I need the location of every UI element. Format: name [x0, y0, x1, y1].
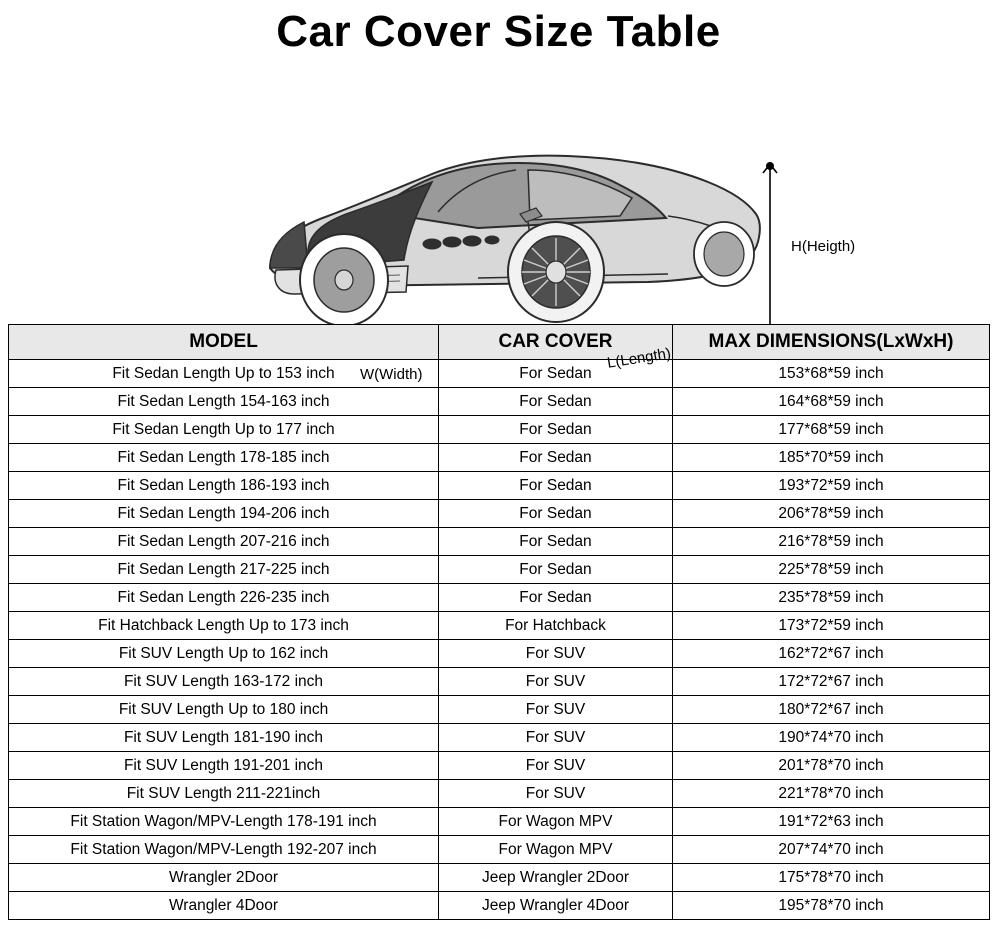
cell-max-dimensions: 193*72*59 inch	[673, 472, 990, 500]
cell-max-dimensions: 191*72*63 inch	[673, 808, 990, 836]
cell-model: Fit SUV Length Up to 162 inch	[9, 640, 439, 668]
cell-model: Fit Sedan Length 217-225 inch	[9, 556, 439, 584]
height-top-dot	[766, 162, 774, 170]
car-diagram-svg	[8, 56, 989, 324]
cell-car-cover: For SUV	[439, 724, 673, 752]
column-header-car-cover: CAR COVER	[439, 325, 673, 360]
cell-car-cover: Jeep Wrangler 4Door	[439, 892, 673, 920]
width-label: W(Width)	[360, 366, 423, 384]
cell-max-dimensions: 162*72*67 inch	[673, 640, 990, 668]
cell-max-dimensions: 190*74*70 inch	[673, 724, 990, 752]
page-title: Car Cover Size Table	[276, 7, 721, 56]
cell-model: Fit SUV Length 211-221inch	[9, 780, 439, 808]
cell-max-dimensions: 153*68*59 inch	[673, 360, 990, 388]
table-row	[9, 360, 990, 388]
cell-model: Fit Sedan Length 178-185 inch	[9, 444, 439, 472]
cell-car-cover: For SUV	[439, 640, 673, 668]
cell-car-cover: For SUV	[439, 780, 673, 808]
cell-car-cover: For Wagon MPV	[439, 836, 673, 864]
table-body	[9, 360, 990, 920]
cell-max-dimensions: 173*72*59 inch	[673, 612, 990, 640]
table-row	[9, 612, 990, 640]
cell-model: Fit Hatchback Length Up to 173 inch	[9, 612, 439, 640]
cell-model: Fit Sedan Length Up to 177 inch	[9, 416, 439, 444]
cell-model: Fit SUV Length 191-201 inch	[9, 752, 439, 780]
height-label: H(Heigth)	[791, 238, 856, 256]
cell-car-cover: For Hatchback	[439, 612, 673, 640]
far-rear-wheel	[694, 222, 754, 286]
front-wheel	[300, 234, 388, 324]
cell-model: Fit SUV Length 181-190 inch	[9, 724, 439, 752]
table-header	[9, 325, 990, 360]
cell-car-cover: For Sedan	[439, 360, 673, 388]
column-header-max-dimensions: MAX DIMENSIONS(LxWxH)	[673, 325, 990, 360]
cell-car-cover: Jeep Wrangler 2Door	[439, 864, 673, 892]
cell-model: Fit Sedan Length 226-235 inch	[9, 584, 439, 612]
table-row	[9, 752, 990, 780]
cell-model: Fit Sedan Length 186-193 inch	[9, 472, 439, 500]
cell-car-cover: For SUV	[439, 752, 673, 780]
table-header-row	[9, 325, 990, 360]
cell-car-cover: For Sedan	[439, 444, 673, 472]
cell-max-dimensions: 180*72*67 inch	[673, 696, 990, 724]
table-row	[9, 472, 990, 500]
cell-max-dimensions: 175*78*70 inch	[673, 864, 990, 892]
cell-model: Fit Sedan Length 194-206 inch	[9, 500, 439, 528]
cell-max-dimensions: 235*78*59 inch	[673, 584, 990, 612]
table-row	[9, 696, 990, 724]
cell-model: Fit SUV Length Up to 180 inch	[9, 696, 439, 724]
cell-car-cover: For SUV	[439, 696, 673, 724]
table-row	[9, 416, 990, 444]
cell-car-cover: For Wagon MPV	[439, 808, 673, 836]
cell-max-dimensions: 221*78*70 inch	[673, 780, 990, 808]
cell-car-cover: For Sedan	[439, 416, 673, 444]
cell-max-dimensions: 207*74*70 inch	[673, 836, 990, 864]
cell-model: Wrangler 2Door	[9, 864, 439, 892]
table-row	[9, 892, 990, 920]
table-row	[9, 388, 990, 416]
table-row	[9, 780, 990, 808]
cell-max-dimensions: 206*78*59 inch	[673, 500, 990, 528]
table-row	[9, 444, 990, 472]
table-row	[9, 836, 990, 864]
cell-car-cover: For Sedan	[439, 472, 673, 500]
table-row	[9, 500, 990, 528]
cell-car-cover: For SUV	[439, 668, 673, 696]
cell-max-dimensions: 185*70*59 inch	[673, 444, 990, 472]
table-row	[9, 584, 990, 612]
rear-wheel	[508, 222, 604, 322]
cell-max-dimensions: 225*78*59 inch	[673, 556, 990, 584]
table-row	[9, 864, 990, 892]
column-header-model: MODEL	[9, 325, 439, 360]
cell-max-dimensions: 164*68*59 inch	[673, 388, 990, 416]
cell-model: Fit Sedan Length 207-216 inch	[9, 528, 439, 556]
cell-car-cover: For Sedan	[439, 528, 673, 556]
size-table	[8, 324, 990, 920]
size-table-wrapper	[8, 324, 989, 920]
cell-model: Wrangler 4Door	[9, 892, 439, 920]
cell-max-dimensions: 216*78*59 inch	[673, 528, 990, 556]
table-row	[9, 556, 990, 584]
cell-max-dimensions: 201*78*70 inch	[673, 752, 990, 780]
table-row	[9, 808, 990, 836]
cell-max-dimensions: 172*72*67 inch	[673, 668, 990, 696]
cell-max-dimensions: 195*78*70 inch	[673, 892, 990, 920]
cell-max-dimensions: 177*68*59 inch	[673, 416, 990, 444]
cell-model: Fit Sedan Length Up to 153 inch	[9, 360, 439, 388]
table-row	[9, 668, 990, 696]
cell-model: Fit Station Wagon/MPV-Length 192-207 inch	[9, 836, 439, 864]
cell-model: Fit SUV Length 163-172 inch	[9, 668, 439, 696]
cell-car-cover: For Sedan	[439, 500, 673, 528]
table-row	[9, 640, 990, 668]
cell-model: Fit Sedan Length 154-163 inch	[9, 388, 439, 416]
cell-model: Fit Station Wagon/MPV-Length 178-191 inch	[9, 808, 439, 836]
length-label: L(Length)	[606, 345, 673, 373]
cell-car-cover: For Sedan	[439, 584, 673, 612]
table-row	[9, 528, 990, 556]
cell-car-cover: For Sedan	[439, 388, 673, 416]
height-dimension	[763, 164, 777, 324]
cell-car-cover: For Sedan	[439, 556, 673, 584]
table-row	[9, 724, 990, 752]
